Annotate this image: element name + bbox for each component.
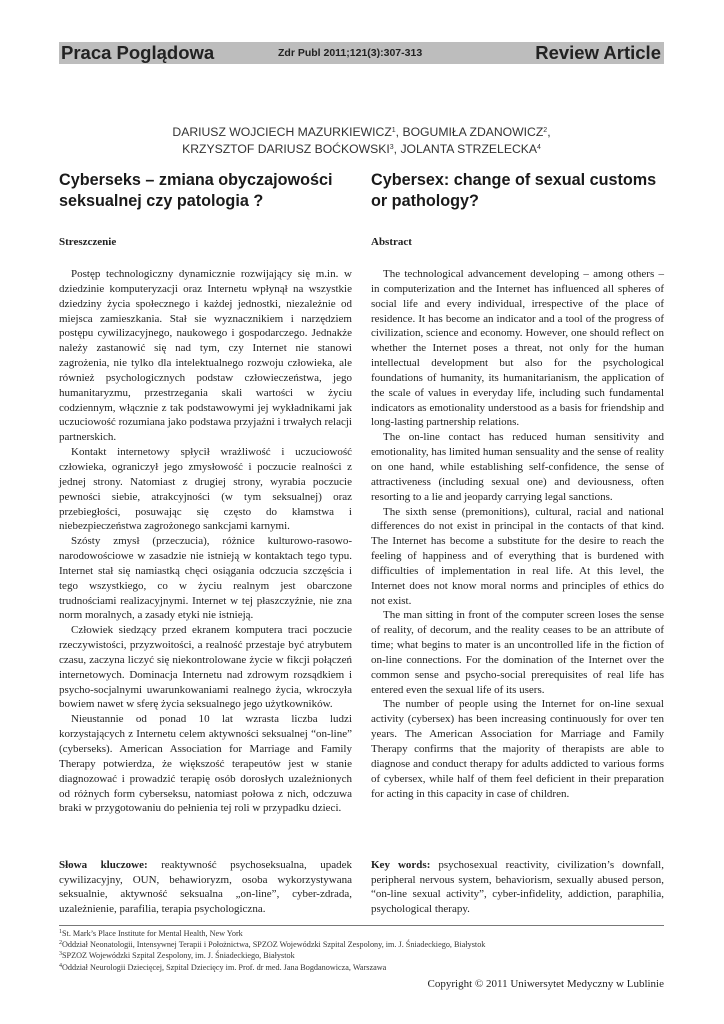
footnote (59, 939, 664, 950)
keywords-polish (59, 858, 352, 916)
footnote-text: Oddział Neonatologii, Intensywnej Terapii i Położnictwa, SPZOZ Wojewódzki Szpital Zespolony, im. J. Śniadeckiego, Białystok (62, 940, 486, 950)
abstract-paragraph: The man sitting in front of the computer screen loses the sense of reality, of decorum, and the reality ceases to be an attribute of time; what begins to mater is an uncontrolled life in the fiction of on-line connections. For the domination of the Internet over the common sense and psycho-social prerequisites of real life has entered even the sexual life of its users. (371, 609, 664, 696)
author-name: DARIUSZ WOJCIECH MAZURKIEWICZ (172, 125, 392, 139)
article-type-polish: Praca Poglądowa (61, 42, 215, 63)
author-name: BOGUMIŁA ZDANOWICZ (402, 125, 544, 139)
abstract-paragraph: The sixth sense (premonitions), cultural, racial and national differences do not exist in principal in the contacts of that kind. The Internet has become a substitute for the desire to reach the feeling of happiness and of everything that is burdened with difficulties of implementation in real life. At this level, the Internet does not know moral norms and principles of ethics do not exist. (371, 505, 664, 607)
title-english: Cybersex: change of sexual customs or pathology? (371, 171, 657, 210)
article-type-english: Review Article (535, 42, 661, 63)
footnote-number: 3 (59, 951, 62, 958)
footnote (59, 962, 664, 973)
abstract-english (371, 267, 664, 801)
footnote-text: SPZOZ Wojewódzki Szpital Zespolony, im. J. Śniadeckiego, Białystok (62, 951, 295, 961)
journal-citation: Zdr Publ 2011;121(3):307-313 (278, 47, 423, 59)
journal-header-bar (59, 42, 664, 64)
keywords-label: Key words: (371, 859, 431, 871)
footnote-number: 4 (59, 962, 62, 969)
affiliation-marker: 4 (537, 143, 541, 151)
affiliation-marker: 2 (543, 127, 548, 134)
abstract-heading-polish: Streszczenie (59, 236, 117, 248)
affiliation-footnotes (59, 928, 664, 973)
affiliation-marker: 1 (391, 127, 396, 134)
keywords-list: psychosexual reactivity, civilization’s downfall, peripheral nervous system, behaviorism, sexually abused person, “on-line sexual activity”, cyber-infidelity, addiction, paraphilia, psychological therapy. (371, 859, 664, 915)
affiliation-marker: 3 (389, 143, 394, 151)
abstract-polish (59, 267, 352, 816)
copyright-notice: Copyright © 2011 Uniwersytet Medyczny w Lublinie (427, 978, 664, 990)
abstract-paragraph: The number of people using the Internet for on-line sexual activity (cybersex) has been increasing continuously for over ten years. The American Association for Marriage and Family Therapy confirms that the majority of therapists are able to diagnose and conduct therapy for adults addicted to various forms of cybersex, while half of them feel deficient in their preparation for acting in this capacity in case of children. (371, 698, 664, 800)
keywords-english (371, 858, 664, 916)
author-name: JOLANTA STRZELECKA (400, 141, 538, 156)
abstract-paragraph: Kontakt internetowy spłycił wrażliwość i uczuciowość człowieka, ograniczył jego zmysłowość i poczucie realności z jednej strony. Natomiast z drugiej strony, wyrabia poczucie pewności siebie, atrakcyjności (w tym seksualnej) oraz przebiegłości, posuwając się często do kłamstwa i niebezpieczeństwa zagrożonego sankcjami karnymi. (59, 446, 352, 533)
abstract-heading-english: Abstract (371, 236, 412, 248)
abstract-paragraph: Człowiek siedzący przed ekranem komputera traci poczucie rzeczywistości, przyzwoitości, a realność przestaje być atrybutem czasu, zaczyna liczyć się niekontrolowane życie w fikcji połączeń internetowych. Dominacja Internetu nad zdrowym rozsądkiem i psycho-socjalnymi uwarunkowaniami realnego życia, wkroczyła bowiem nawet w sferę życia seksualnego jego użytkowników. (59, 624, 352, 711)
abstract-paragraph: The on-line contact has reduced human sensitivity and emotionality, has limited human sensuality and the sense of reality on one hand, while establishing self-confidence, the sense of attractiveness (including sexual one) and deviousness, often resorting to a lie and jeopardy carrying legal sanctions. (371, 431, 664, 503)
keywords-label: Słowa kluczowe: (59, 859, 148, 871)
author-name: KRZYSZTOF DARIUSZ BOĆKOWSKI (182, 141, 390, 156)
abstract-paragraph: The technological advancement developing – among others – in computerization and the Internet has influenced all spheres of social life and every individual, irrespective of the place of residence. It has become an indicator and a tool of the progress of civilization, science and economy. However, one should reflect on whether the Internet poses a threat, not only for the human intellectual development but also for the psychological foundations of humanity, its humanitarianism, the application of the scale of values in everyday life, including such fundamental indicators as emotionality understood as a basis for friendship and long-lasting partnership relations. (371, 268, 664, 429)
keywords-list: reaktywność psychoseksualna, upadek cywilizacyjny, OUN, behawioryzm, osoba wykorzystywana seksualnie, aktywność seksualna „on-line”, cyber-zdrada, uzależnienie, parafilia, terapia psychologiczna. (59, 859, 352, 915)
footnote-number: 1 (59, 929, 62, 935)
abstract-paragraph: Szósty zmysł (przeczucia), różnice kulturowo-rasowo-narodowościowe w zasadzie nie istnieją w kontaktach tego typu. Internet stał się namiastką chęci osiągania odczucia szczęścia i tego wszystkiego, co w życiu realnym jest obarczone trudnościami realizacyjnymi. Internet w tej płaszczyźnie, nie zna norm moralnych, a zasady etyki nie istnieją. (59, 535, 352, 622)
footnote-number: 2 (59, 940, 62, 947)
footnote-text: Oddział Neurologii Dziecięcej, Szpital Dziecięcy im. Prof. dr med. Jana Bogdanowicza, Warszawa (62, 962, 387, 972)
title-polish: Cyberseks – zmiana obyczajowości seksualnej czy patologia ? (59, 171, 333, 210)
footnote-text: St. Mark’s Place Institute for Mental Health, New York (62, 929, 243, 938)
footnote-divider (59, 925, 664, 926)
author-list: DARIUSZ WOJCIECH MAZURKIEWICZ$^1$, BOGUMIŁA ZDANOWICZ$^2$, KRZYSZTOF DARIUSZ BOĆKOWSKI$^3$, JOLANTA STRZELECKA$^4$ (172, 125, 551, 156)
footnote (59, 950, 664, 961)
footnote (59, 928, 664, 939)
abstract-paragraph: Nieustannie od ponad 10 lat wzrasta liczba ludzi korzystających z Internetu celem aktywności seksualnej “on-line” (cyberseks). American Association for Marriage and Family Therapy potwierdza, że większość terapeutów jest w stanie diagnozować i prowadzić terapię osób dorosłych uzależnionych od różnych form cyberseksu, natomiast połowa z nich, odczuwa braki w przygotowaniu do pełnienia tej roli w przypadku dzieci. (59, 713, 352, 815)
abstract-paragraph: Postęp technologiczny dynamicznie rozwijający się m.in. w dziedzinie komputeryzacji oraz Internetu wpłynął na wszystkie dziedziny życia społecznego i każdej jednostki, niezależnie od miejsca zamieszkania. Stał sie wyznacznikiem i narzędziem postępu cywilizacyjnego, naukowego i gospodarczego. Jednakże należy zastanowić się nad tym, czy Internet nie stanowi zagrożenia, nie tylko dla intelektualnego rozwoju człowieka, ale również psychologicznych podstaw człowieczeństwa, jego humanitaryzmu, przestrzegania skali wartości w życiu codziennym, włącznie z tak podstawowymi jej wykładnikami jak uczuciowość rozumiana jako podstawa przyjaźni i trwałych relacji partnerskich. (59, 268, 352, 444)
